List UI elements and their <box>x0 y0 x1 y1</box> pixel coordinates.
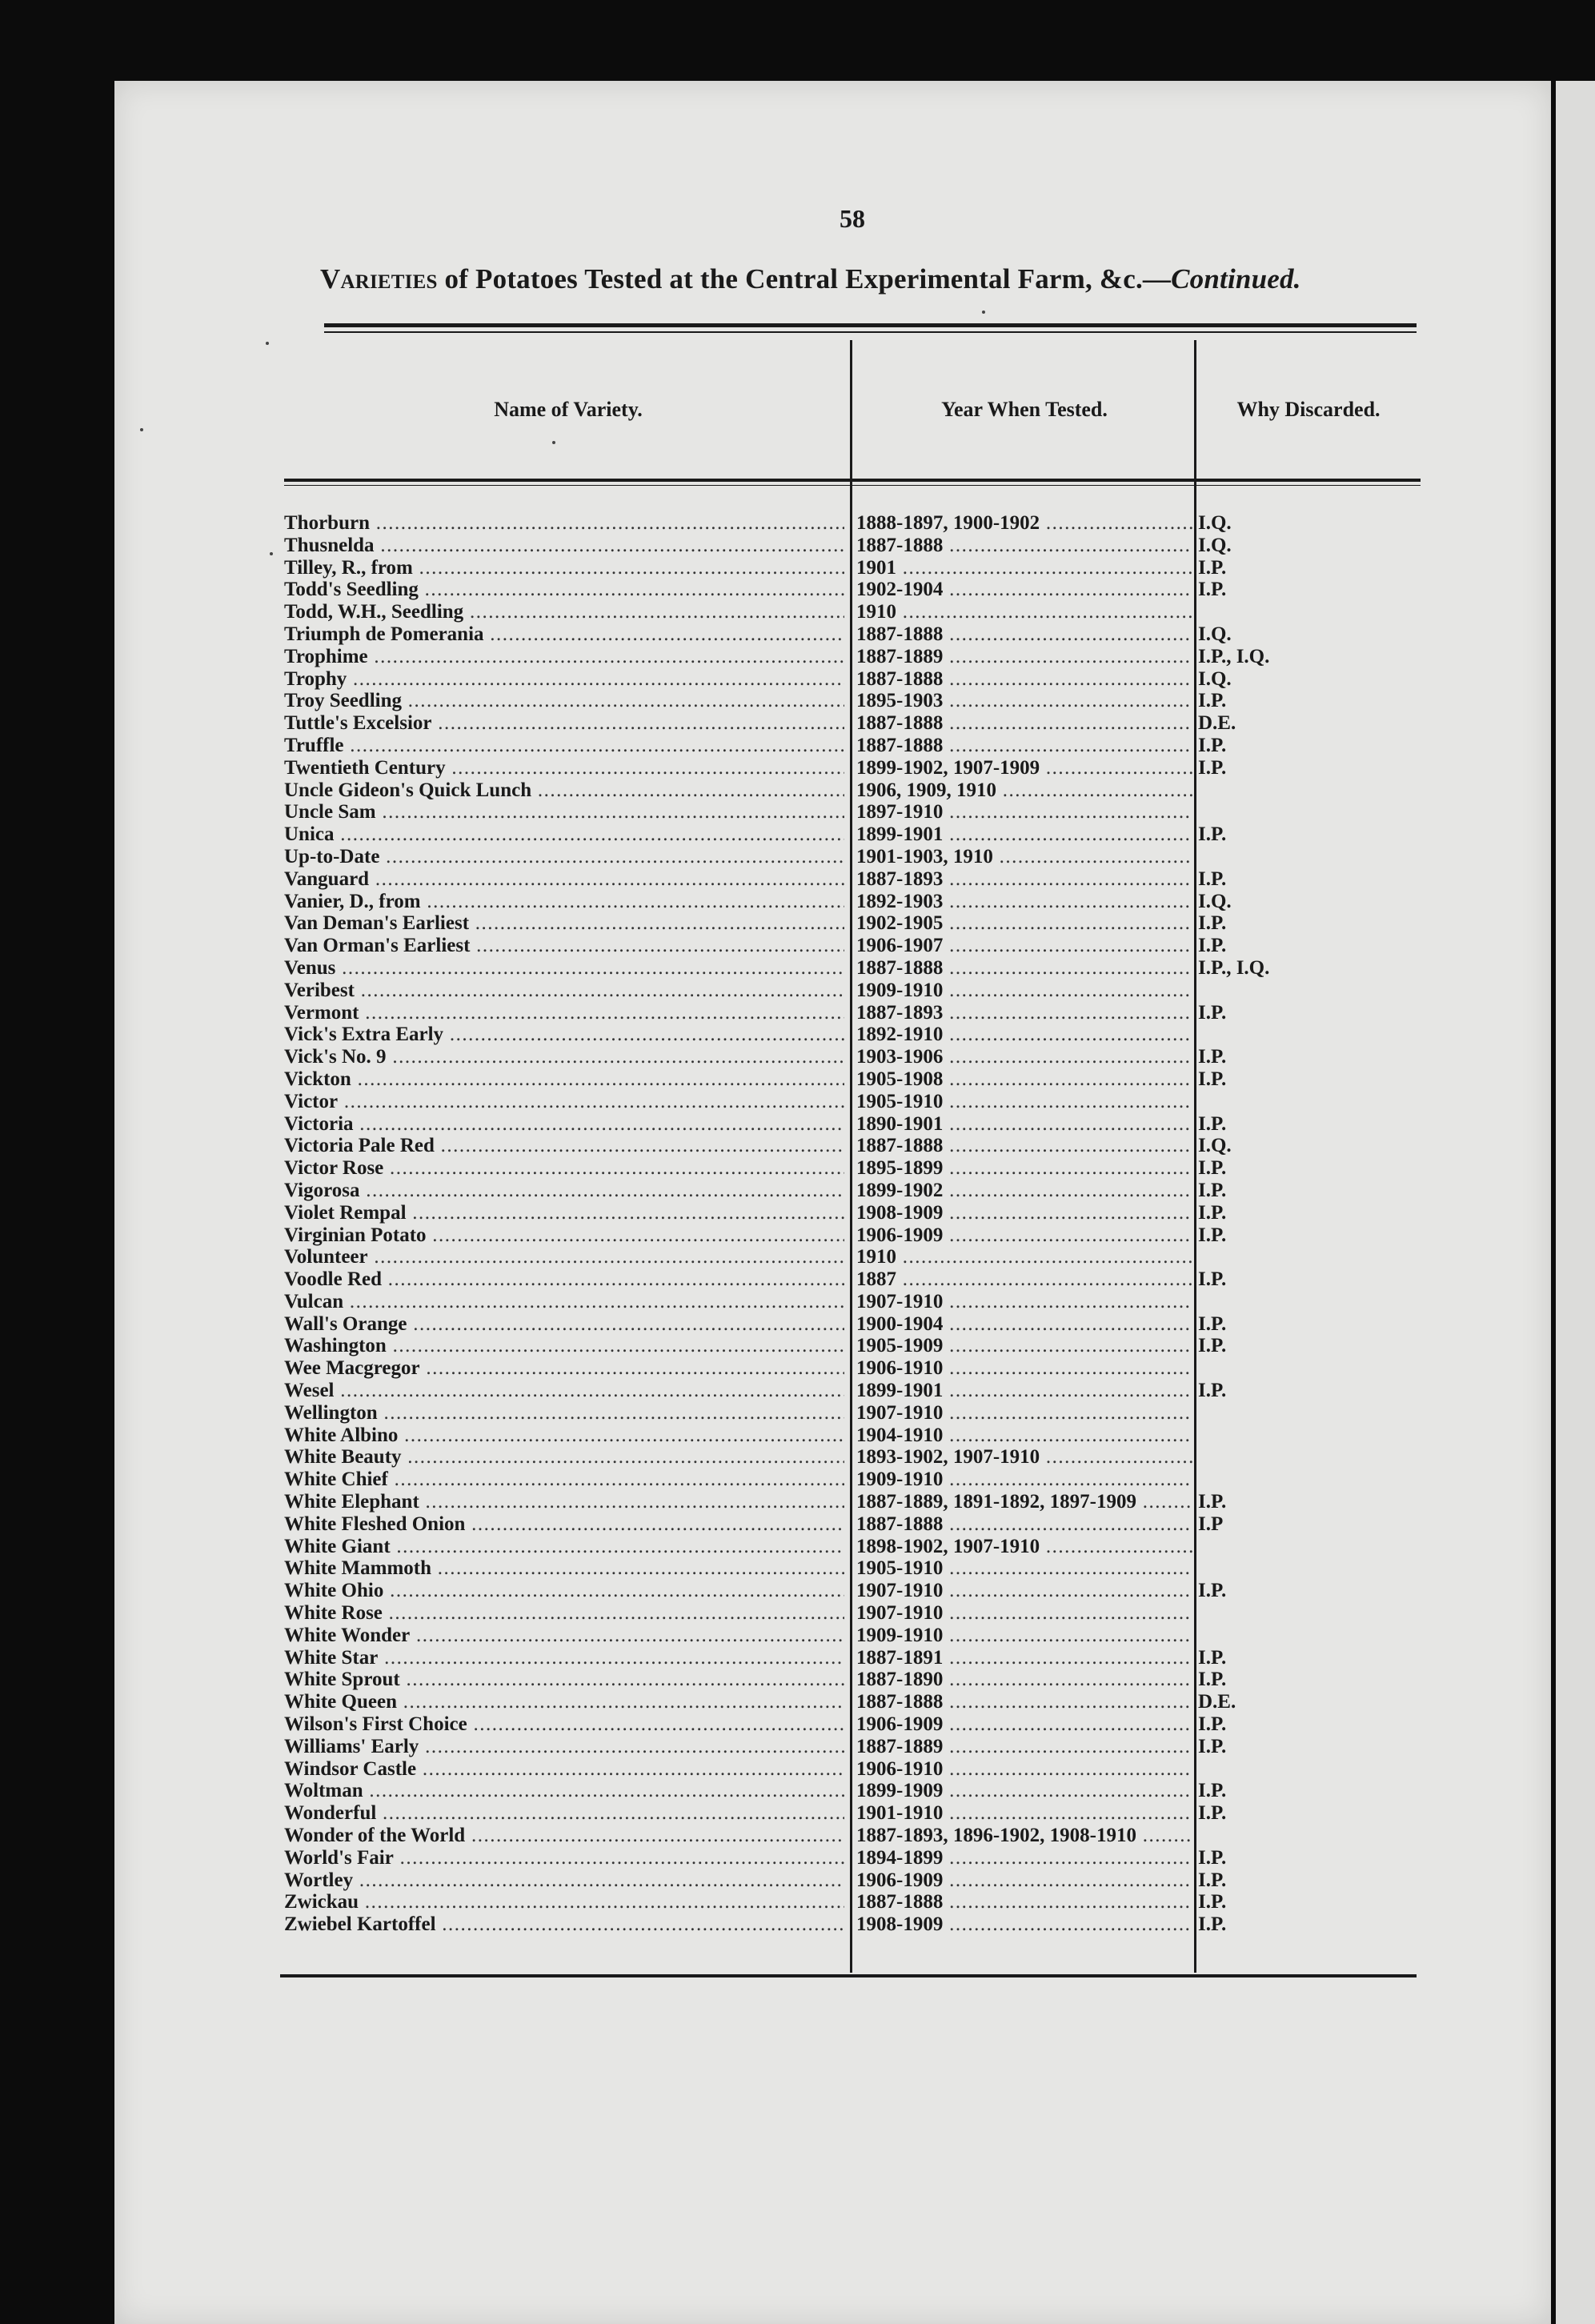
table-row <box>0 1669 1437 1691</box>
variety-name: Vickton ..... <box>284 1068 844 1091</box>
table-row <box>0 1380 1437 1402</box>
table-row <box>0 823 1437 846</box>
variety-name: Victor Rose ..... <box>284 1157 844 1180</box>
year-tested: 1906-1910 ..... <box>856 1357 1192 1380</box>
column-header-why: Why Discarded. <box>1236 398 1381 421</box>
table-row <box>0 1825 1437 1847</box>
year-tested: 1909-1910 ..... <box>856 1625 1192 1647</box>
variety-name: Volunteer ..... <box>284 1246 844 1268</box>
header-rule-thick <box>284 479 1421 482</box>
table-row <box>0 1913 1437 1936</box>
table-row <box>0 1602 1437 1625</box>
variety-name: White Chief ..... <box>284 1469 844 1491</box>
table-row <box>0 1046 1437 1068</box>
table-row <box>0 846 1437 868</box>
table-row <box>0 1091 1437 1113</box>
variety-name: Vick's Extra Early ..... <box>284 1024 844 1046</box>
variety-name: Vanier, D., from ..... <box>284 891 844 913</box>
table-row <box>0 1513 1437 1536</box>
variety-name: Wilson's First Choice ..... <box>284 1713 844 1736</box>
variety-name: Vigorosa ..... <box>284 1180 844 1202</box>
year-tested: 1898-1902, 1907-1910 ..... <box>856 1536 1192 1558</box>
why-discarded: I.P. <box>1198 1224 1227 1246</box>
variety-name: Wellington ..... <box>284 1402 844 1424</box>
table-row <box>0 935 1437 957</box>
why-discarded: I.Q. <box>1198 667 1232 690</box>
variety-name: White Giant ..... <box>284 1536 844 1558</box>
table-row <box>0 1647 1437 1669</box>
why-discarded: I.P. <box>1198 1380 1227 1402</box>
variety-name: White Elephant ..... <box>284 1491 844 1513</box>
scan-speck <box>140 428 143 431</box>
why-discarded: I.P. <box>1198 1112 1227 1135</box>
why-discarded: I.P., I.Q. <box>1198 956 1270 979</box>
table-row <box>0 1002 1437 1024</box>
year-tested: 1905-1910 ..... <box>856 1557 1192 1580</box>
variety-name: Zwiebel Kartoffel ..... <box>284 1913 844 1936</box>
year-tested: 1906, 1909, 1910 ..... <box>856 779 1192 802</box>
year-tested: 1906-1909 ..... <box>856 1869 1192 1892</box>
table-row <box>0 690 1437 712</box>
variety-name: White Fleshed Onion ..... <box>284 1513 844 1536</box>
variety-name: Van Deman's Earliest ..... <box>284 912 844 935</box>
table-row <box>0 757 1437 779</box>
year-tested: 1908-1909 ..... <box>856 1202 1192 1224</box>
year-tested: 1887-1888 ..... <box>856 1513 1192 1536</box>
why-discarded: D.E. <box>1198 712 1236 735</box>
why-discarded: I.P. <box>1198 1846 1227 1869</box>
year-tested: 1887-1893 ..... <box>856 868 1192 891</box>
why-discarded: I.P. <box>1198 1735 1227 1757</box>
year-tested: 1887-1888 ..... <box>856 623 1192 646</box>
table-row <box>0 1802 1437 1825</box>
variety-name: White Mammoth ..... <box>284 1557 844 1580</box>
table-row <box>0 1291 1437 1313</box>
variety-name: White Sprout ..... <box>284 1669 844 1691</box>
year-tested: 1895-1903 ..... <box>856 690 1192 712</box>
why-discarded: I.P. <box>1198 867 1227 890</box>
why-discarded: I.P. <box>1198 823 1227 846</box>
variety-name: Vulcan ..... <box>284 1291 844 1313</box>
table-row <box>0 1180 1437 1202</box>
year-tested: 1887-1893 ..... <box>856 1002 1192 1024</box>
why-discarded: I.P. <box>1198 690 1227 712</box>
table-row <box>0 1625 1437 1647</box>
variety-name: Violet Rempal ..... <box>284 1202 844 1224</box>
variety-name: Trophy ..... <box>284 668 844 691</box>
why-discarded: I.P., I.Q. <box>1198 645 1270 667</box>
year-tested: 1907-1910 ..... <box>856 1402 1192 1424</box>
year-tested: 1899-1902, 1907-1909 ..... <box>856 757 1192 779</box>
variety-name: Victor ..... <box>284 1091 844 1113</box>
year-tested: 1887 ..... <box>856 1268 1192 1291</box>
table-row <box>0 1024 1437 1046</box>
variety-name: Virginian Potato ..... <box>284 1224 844 1247</box>
variety-name: Vermont ..... <box>284 1002 844 1024</box>
year-tested: 1901-1903, 1910 ..... <box>856 846 1192 868</box>
variety-name: White Beauty ..... <box>284 1446 844 1469</box>
table-row <box>0 1268 1437 1291</box>
why-discarded: I.P. <box>1198 1669 1227 1691</box>
variety-name: Twentieth Century ..... <box>284 757 844 779</box>
table-row <box>0 1736 1437 1758</box>
variety-name: Uncle Sam ..... <box>284 801 844 823</box>
year-tested: 1901 ..... <box>856 557 1192 579</box>
table-row <box>0 1157 1437 1180</box>
year-tested: 1901-1910 ..... <box>856 1802 1192 1825</box>
year-tested: 1887-1893, 1896-1902, 1908-1910 ..... <box>856 1825 1192 1847</box>
why-discarded: I.P. <box>1198 1913 1227 1936</box>
table-row <box>0 779 1437 802</box>
table-row <box>0 1691 1437 1713</box>
why-discarded: I.P. <box>1198 1891 1227 1913</box>
why-discarded: I.Q. <box>1198 512 1232 534</box>
variety-name: Windsor Castle ..... <box>284 1758 844 1781</box>
why-discarded: I.P. <box>1198 579 1227 601</box>
table-row <box>0 535 1437 557</box>
heading-suffix: Continued. <box>1171 263 1301 295</box>
column-header-years: Year When Tested. <box>941 398 1108 421</box>
why-discarded: I.P. <box>1198 1646 1227 1669</box>
year-tested: 1887-1889 ..... <box>856 1736 1192 1758</box>
heading-rule-thick <box>324 323 1417 327</box>
table-row <box>0 1869 1437 1892</box>
why-discarded: I.P. <box>1198 1068 1227 1090</box>
variety-name: White Star ..... <box>284 1647 844 1669</box>
variety-name: White Queen ..... <box>284 1691 844 1713</box>
table-row <box>0 1224 1437 1247</box>
why-discarded: I.P. <box>1198 1001 1227 1024</box>
table-row <box>0 1202 1437 1224</box>
year-tested: 1887-1890 ..... <box>856 1669 1192 1691</box>
heading-prefix: Varieties <box>320 263 438 295</box>
table-row <box>0 1357 1437 1380</box>
variety-name: Wee Macgregor ..... <box>284 1357 844 1380</box>
why-discarded: I.P. <box>1198 1869 1227 1891</box>
variety-name: Tilley, R., from ..... <box>284 557 844 579</box>
year-tested: 1892-1910 ..... <box>856 1024 1192 1046</box>
year-tested: 1903-1906 ..... <box>856 1046 1192 1068</box>
year-tested: 1887-1888 ..... <box>856 668 1192 691</box>
variety-name: Washington ..... <box>284 1335 844 1357</box>
why-discarded: I.P. <box>1198 1312 1227 1335</box>
table-row <box>0 1135 1437 1157</box>
year-tested: 1905-1909 ..... <box>856 1335 1192 1357</box>
year-tested: 1899-1909 ..... <box>856 1780 1192 1802</box>
table-row <box>0 557 1437 579</box>
variety-name: Wortley ..... <box>284 1869 844 1892</box>
why-discarded: I.P. <box>1198 1201 1227 1224</box>
page-number: 58 <box>840 204 865 233</box>
table-row <box>0 1446 1437 1469</box>
table-row <box>0 1335 1437 1357</box>
why-discarded: I.P. <box>1198 1046 1227 1068</box>
why-discarded: I.P. <box>1198 1780 1227 1802</box>
scan-speck <box>982 311 985 314</box>
year-tested: 1887-1888 ..... <box>856 735 1192 757</box>
why-discarded: I.P. <box>1198 1713 1227 1736</box>
scan-speck <box>270 552 273 555</box>
why-discarded: I.P. <box>1198 1157 1227 1180</box>
table-row <box>0 601 1437 623</box>
why-discarded: I.Q. <box>1198 623 1232 645</box>
scan-speck <box>266 342 269 345</box>
table-body <box>0 512 1437 1936</box>
year-tested: 1893-1902, 1907-1910 ..... <box>856 1446 1192 1469</box>
year-tested: 1887-1888 ..... <box>856 1691 1192 1713</box>
variety-name: White Albino ..... <box>284 1424 844 1447</box>
variety-name: Thorburn ..... <box>284 512 844 535</box>
table-row <box>0 712 1437 735</box>
year-tested: 1902-1904 ..... <box>856 579 1192 601</box>
variety-name: Venus ..... <box>284 957 844 980</box>
table-row <box>0 512 1437 535</box>
variety-name: Veribest ..... <box>284 980 844 1002</box>
table-row <box>0 801 1437 823</box>
variety-name: Victoria ..... <box>284 1113 844 1136</box>
why-discarded: I.Q. <box>1198 534 1232 556</box>
table-row <box>0 1068 1437 1091</box>
variety-name: Trophime ..... <box>284 646 844 668</box>
year-tested: 1887-1888 ..... <box>856 712 1192 735</box>
variety-name: Williams' Early ..... <box>284 1736 844 1758</box>
table-row <box>0 735 1437 757</box>
variety-name: Vick's No. 9 ..... <box>284 1046 844 1068</box>
year-tested: 1899-1902 ..... <box>856 1180 1192 1202</box>
table-row <box>0 1469 1437 1491</box>
year-tested: 1905-1908 ..... <box>856 1068 1192 1091</box>
why-discarded: I.P. <box>1198 1179 1227 1201</box>
table-row <box>0 1113 1437 1136</box>
year-tested: 1897-1910 ..... <box>856 801 1192 823</box>
table-row <box>0 1758 1437 1781</box>
variety-name: White Wonder ..... <box>284 1625 844 1647</box>
year-tested: 1906-1910 ..... <box>856 1758 1192 1781</box>
year-tested: 1900-1904 ..... <box>856 1313 1192 1336</box>
year-tested: 1906-1909 ..... <box>856 1224 1192 1247</box>
year-tested: 1909-1910 ..... <box>856 1469 1192 1491</box>
why-discarded: I.P. <box>1198 1580 1227 1602</box>
variety-name: Victoria Pale Red ..... <box>284 1135 844 1157</box>
why-discarded: I.Q. <box>1198 1135 1232 1157</box>
why-discarded: I.P. <box>1198 1802 1227 1825</box>
year-tested: 1887-1888 ..... <box>856 957 1192 980</box>
year-tested: 1909-1910 ..... <box>856 980 1192 1002</box>
table-row <box>0 1780 1437 1802</box>
year-tested: 1894-1899 ..... <box>856 1847 1192 1869</box>
year-tested: 1906-1907 ..... <box>856 935 1192 957</box>
year-tested: 1895-1899 ..... <box>856 1157 1192 1180</box>
year-tested: 1899-1901 ..... <box>856 823 1192 846</box>
year-tested: 1892-1903 ..... <box>856 891 1192 913</box>
why-discarded: I.P. <box>1198 912 1227 935</box>
variety-name: Wesel ..... <box>284 1380 844 1402</box>
variety-name: Up-to-Date ..... <box>284 846 844 868</box>
variety-name: Van Orman's Earliest ..... <box>284 935 844 957</box>
year-tested: 1887-1888 ..... <box>856 1135 1192 1157</box>
scan-speck <box>552 441 555 444</box>
table-row <box>0 1557 1437 1580</box>
heading-main: of Potatoes Tested at the Central Experimental Farm, &c.— <box>437 263 1172 295</box>
table-row <box>0 1536 1437 1558</box>
heading-rule-thin <box>324 331 1417 333</box>
table-bottom-rule <box>280 1974 1417 1977</box>
variety-name: Wonder of the World ..... <box>284 1825 844 1847</box>
table-row <box>0 1313 1437 1336</box>
why-discarded: I.Q. <box>1198 890 1232 912</box>
why-discarded: D.E. <box>1198 1691 1236 1713</box>
year-tested: 1907-1910 ..... <box>856 1580 1192 1602</box>
year-tested: 1899-1901 ..... <box>856 1380 1192 1402</box>
table-row <box>0 1402 1437 1424</box>
why-discarded: I.P. <box>1198 556 1227 579</box>
why-discarded: I.P. <box>1198 935 1227 957</box>
variety-name: World's Fair ..... <box>284 1847 844 1869</box>
variety-name: White Ohio ..... <box>284 1580 844 1602</box>
page-heading <box>320 263 1397 295</box>
variety-name: Woltman ..... <box>284 1780 844 1802</box>
header-rule-thin <box>284 485 1421 486</box>
table-row <box>0 957 1437 980</box>
why-discarded: I.P. <box>1198 734 1227 756</box>
year-tested: 1904-1910 ..... <box>856 1424 1192 1447</box>
variety-name: Todd's Seedling ..... <box>284 579 844 601</box>
year-tested: 1910 ..... <box>856 601 1192 623</box>
table-row <box>0 1246 1437 1268</box>
table-row <box>0 1424 1437 1447</box>
column-header-name: Name of Variety. <box>494 398 643 421</box>
year-tested: 1905-1910 ..... <box>856 1091 1192 1113</box>
year-tested: 1887-1891 ..... <box>856 1647 1192 1669</box>
year-tested: 1906-1909 ..... <box>856 1713 1192 1736</box>
year-tested: 1887-1889 ..... <box>856 646 1192 668</box>
adjacent-page-edge <box>1556 81 1595 2324</box>
table-row <box>0 1491 1437 1513</box>
table-row <box>0 980 1437 1002</box>
table-row <box>0 891 1437 913</box>
why-discarded: I.P. <box>1198 1268 1227 1291</box>
table-row <box>0 1891 1437 1913</box>
variety-name: Todd, W.H., Seedling ..... <box>284 601 844 623</box>
year-tested: 1907-1910 ..... <box>856 1602 1192 1625</box>
table-row <box>0 668 1437 691</box>
table-row <box>0 912 1437 935</box>
year-tested: 1908-1909 ..... <box>856 1913 1192 1936</box>
table-row <box>0 579 1437 601</box>
variety-name: Troy Seedling ..... <box>284 690 844 712</box>
why-discarded: I.P. <box>1198 1335 1227 1357</box>
why-discarded: I.P <box>1198 1513 1224 1535</box>
year-tested: 1910 ..... <box>856 1246 1192 1268</box>
table-row <box>0 623 1437 646</box>
variety-name: White Rose ..... <box>284 1602 844 1625</box>
year-tested: 1890-1901 ..... <box>856 1113 1192 1136</box>
why-discarded: I.P. <box>1198 756 1227 779</box>
year-tested: 1887-1888 ..... <box>856 535 1192 557</box>
year-tested: 1887-1888 ..... <box>856 1891 1192 1913</box>
variety-name: Wonderful ..... <box>284 1802 844 1825</box>
variety-name: Wall's Orange ..... <box>284 1313 844 1336</box>
variety-name: Voodle Red ..... <box>284 1268 844 1291</box>
year-tested: 1888-1897, 1900-1902 ..... <box>856 512 1192 535</box>
table-row <box>0 1713 1437 1736</box>
variety-name: Unica ..... <box>284 823 844 846</box>
table-row <box>0 1847 1437 1869</box>
table-row <box>0 868 1437 891</box>
variety-name: Uncle Gideon's Quick Lunch ..... <box>284 779 844 802</box>
variety-name: Tuttle's Excelsior ..... <box>284 712 844 735</box>
table-row <box>0 1580 1437 1602</box>
year-tested: 1887-1889, 1891-1892, 1897-1909 ..... <box>856 1491 1192 1513</box>
year-tested: 1907-1910 ..... <box>856 1291 1192 1313</box>
variety-name: Vanguard ..... <box>284 868 844 891</box>
why-discarded: I.P. <box>1198 1491 1227 1513</box>
year-tested: 1902-1905 ..... <box>856 912 1192 935</box>
variety-name: Zwickau ..... <box>284 1891 844 1913</box>
variety-name: Thusnelda ..... <box>284 535 844 557</box>
variety-name: Truffle ..... <box>284 735 844 757</box>
variety-name: Triumph de Pomerania ..... <box>284 623 844 646</box>
table-row <box>0 646 1437 668</box>
